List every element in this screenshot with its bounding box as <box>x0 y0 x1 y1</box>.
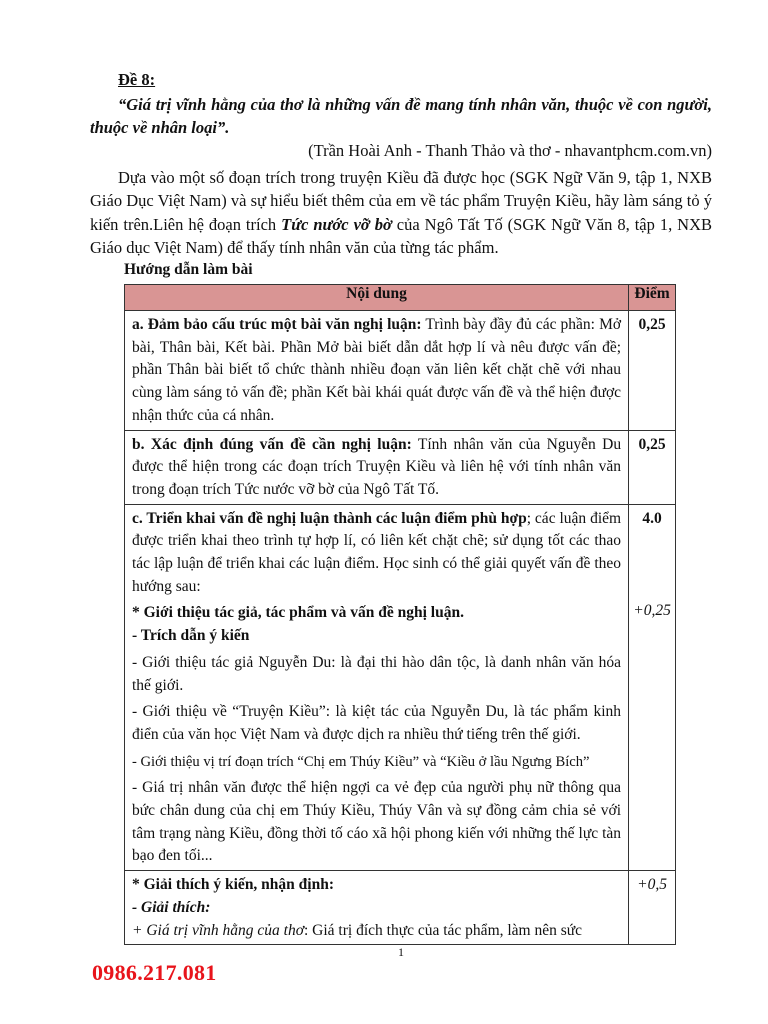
prompt-text-1: Dựa vào một số đoạn trích trong truyện Kiều đã được học (SGK Ngữ Văn 9, tập 1, NXB Giáo Dục Việt Nam) và sự hiểu biết thêm của em về tác phẩm Truyện Kiều, hãy làm sáng tỏ ý kiến trên.Liên hệ đoạn trích <box>90 168 712 234</box>
row-d-score: +0,5 <box>629 871 676 945</box>
header-content: Nội dung <box>125 285 629 311</box>
phone-number: 0986.217.081 <box>92 960 217 985</box>
row-c-item-2: - Giới thiệu về “Truyện Kiều”: là kiệt tác của Nguyễn Du, là tác phẩm kinh điển của văn học Việt Nam và được dịch ra nhiều thứ tiếng trên thế giới. <box>132 703 622 743</box>
header-score: Điểm <box>629 285 676 311</box>
prompt-text-2: của Ngô Tất Tố (SGK Ngữ Văn 8, tập 1, NXB Giáo dục Việt Nam) để thấy tính nhân văn của từng tác phẩm. <box>90 214 712 257</box>
exam-heading: Đề 8: <box>118 70 156 89</box>
row-c-intro <box>132 508 621 599</box>
table-row-b <box>125 430 676 504</box>
grading-table <box>124 284 676 945</box>
row-c-intro-heading: * Giới thiệu tác giả, tác phẩm và vấn đề nghị luận. <box>132 604 464 622</box>
row-d-line-text: : Giá trị đích thực của tác phẩm, làm nên sức <box>304 921 583 939</box>
exam-prompt <box>90 166 712 259</box>
row-c-text: ; các luận điểm được triển khai theo trình tự hợp lí, có liên kết chặt chẽ; sử dụng tốt các thao tác lập luận để triển khai các luận điểm. Học sinh có thể giải quyết vấn đề theo hướng sau: <box>132 509 622 595</box>
row-c-sub-score: +0,25 <box>633 602 671 620</box>
row-d-content <box>125 871 629 945</box>
table-row-d <box>125 871 676 945</box>
table-row-c <box>125 504 676 871</box>
row-a-content <box>125 311 629 431</box>
row-a-text: Trình bày đầy đủ các phần: Mở bài, Thân bài, Kết bài. Phần Mở bài biết dẫn dắt hợp lí và nêu được vấn đề; phần Thân bài biết tổ chức thành nhiều đoạn văn liên kết chặt chẽ với nhau cùng làm sáng tỏ vấn đề; phần Kết bài khái quát được vấn đề và thể hiện được nhận thức của cá nhân. <box>132 316 622 424</box>
row-b-content <box>125 430 629 504</box>
topic-quote: “Giá trị vĩnh hằng của thơ là những vấn đề mang tính nhân văn, thuộc về con người, thuộc về nhân loại”. <box>90 95 712 137</box>
row-c-quote-heading: - Trích dẫn ý kiến <box>132 627 250 645</box>
row-d-sub-heading: - Giải thích: <box>132 898 211 916</box>
row-c-item-4: - Giá trị nhân văn được thể hiện ngợi ca vẻ đẹp của người phụ nữ thông qua bức chân dung của chị em Thúy Kiều, Thúy Vân và sự đồng cảm chia sẻ với tâm trạng nàng Kiều, đồng thời tố cáo xã hội phong kiến với những thế lực tàn bạo đen tối... <box>132 779 622 865</box>
row-d-line-emphasis: + Giá trị vĩnh hằng của thơ <box>132 921 304 939</box>
row-c-item-1: - Giới thiệu tác giả Nguyễn Du: là đại thi hào dân tộc, là danh nhân văn hóa thế giới. <box>132 653 622 694</box>
prompt-emphasis: Tức nước vỡ bờ <box>281 214 392 234</box>
row-c-score: 4.0 <box>642 509 662 527</box>
row-a-label: a. Đảm bảo cấu trúc một bài văn nghị luận: <box>132 316 422 333</box>
quote-source: (Trần Hoài Anh - Thanh Thảo và thơ - nhavantphcm.com.vn) <box>308 141 712 160</box>
page-number: 1 <box>398 945 404 959</box>
row-d-heading: * Giải thích ý kiến, nhận định: <box>132 876 334 894</box>
row-c-label: c. Triển khai vấn đề nghị luận thành các luận điểm phù hợp <box>132 509 527 527</box>
row-b-score: 0,25 <box>629 430 676 504</box>
row-c-item-3: - Giới thiệu vị trí đoạn trích “Chị em Thúy Kiều” và “Kiều ở lầu Ngưng Bích” <box>132 753 590 770</box>
table-row-a <box>125 311 676 431</box>
row-a-score: 0,25 <box>629 311 676 431</box>
row-b-text: Tính nhân văn của Nguyễn Du được thể hiện trong các đoạn trích Truyện Kiều và liên hệ với tính nhân văn trong đoạn trích Tức nước vỡ bờ của Ngô Tất Tố. <box>132 435 622 498</box>
table-header-row <box>125 285 676 311</box>
guide-title: Hướng dẫn làm bài <box>124 261 253 278</box>
row-d-line <box>132 920 621 943</box>
row-b-label: b. Xác định đúng vấn đề cần nghị luận: <box>132 435 412 453</box>
row-c-score-cell <box>629 504 676 871</box>
row-c-content <box>125 504 629 871</box>
